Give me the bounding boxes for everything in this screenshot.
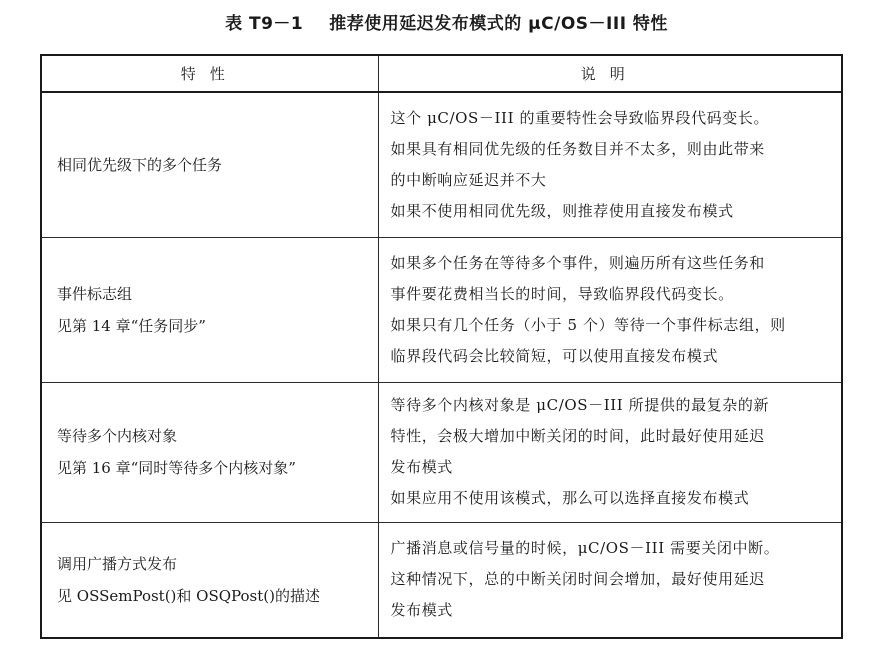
table-caption: [0, 9, 893, 34]
table-row: [41, 92, 842, 237]
table-row: [41, 237, 842, 382]
description-text: 特性，会极大增加中断关闭的时间，此时最好使用延迟: [390, 427, 765, 445]
feature-table: [40, 54, 843, 639]
description-text: 的中断响应延迟并不大: [390, 170, 547, 189]
header-feature: 特性: [41, 55, 378, 92]
feature-text: 相同优先级下的多个任务: [57, 155, 223, 174]
description-text: 等待多个内核对象是 μC/OS－III 所提供的最复杂的新: [390, 396, 770, 414]
header-row: [41, 55, 842, 92]
description-text: 如果应用不使用该模式，那么可以选择直接发布模式: [390, 489, 750, 507]
description-cell: [378, 92, 842, 237]
feature-cell: [41, 237, 378, 382]
feature-reference: 见第 14 章“任务同步”: [57, 316, 206, 335]
description-text: 如果具有相同优先级的任务数目并不太多，则由此带来: [390, 139, 765, 158]
description-cell: [378, 237, 842, 382]
description-text: 如果多个任务在等待多个事件，则遍历所有这些任务和: [390, 253, 765, 272]
description-cell: [378, 522, 842, 638]
feature-cell: [41, 92, 378, 237]
description-text: 这个 μC/OS－III 的重要特性会导致临界段代码变长。: [390, 108, 770, 127]
feature-text: 等待多个内核对象: [57, 427, 178, 445]
table-row: [41, 382, 842, 522]
table-row: [41, 522, 842, 638]
feature-reference: 见第 16 章“同时等待多个内核对象”: [57, 459, 296, 477]
feature-text: 调用广播方式发布: [57, 554, 178, 573]
description-text: 这种情况下，总的中断关闭时间会增加，最好使用延迟: [390, 570, 765, 589]
description-text: 如果只有几个任务（小于 5 个）等待一个事件标志组，则: [390, 315, 786, 334]
header-description: 说明: [378, 55, 842, 92]
description-text: 发布模式: [390, 458, 453, 476]
description-text: 广播消息或信号量的时候，μC/OS－III 需要关闭中断。: [390, 539, 780, 558]
description-cell: [378, 382, 842, 522]
description-text: 临界段代码会比较简短，可以使用直接发布模式: [390, 346, 719, 365]
table-number: 表 T9－1: [225, 14, 304, 34]
feature-cell: [41, 522, 378, 638]
feature-text: 事件标志组: [57, 284, 133, 303]
table-title: 推荐使用延迟发布模式的 μC/OS－III 特性: [329, 14, 668, 34]
feature-cell: [41, 382, 378, 522]
feature-reference: 见 OSSemPost()和 OSQPost()的描述: [57, 586, 320, 605]
description-text: 发布模式: [390, 601, 453, 620]
description-text: 如果不使用相同优先级，则推荐使用直接发布模式: [390, 201, 734, 220]
description-text: 事件要花费相当长的时间，导致临界段代码变长。: [390, 284, 734, 303]
